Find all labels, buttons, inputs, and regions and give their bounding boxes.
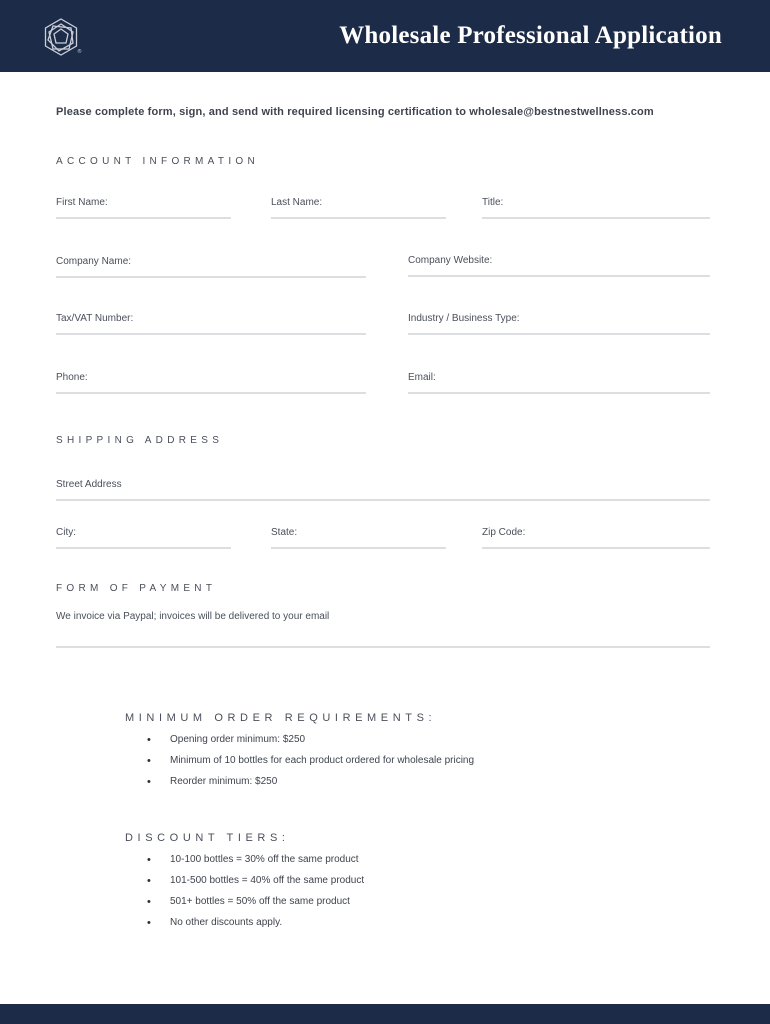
minimum-order-heading: MINIMUM ORDER REQUIREMENTS: [125,712,437,724]
list-item-text: Opening order minimum: $250 [170,734,306,745]
discount-tiers-heading: DISCOUNT TIERS: [125,832,290,844]
first-name-label: First Name: [56,197,108,208]
company-name-field[interactable] [56,256,366,278]
list-item-text: 10-100 bottles = 30% off the same product [170,854,359,865]
minimum-order-list [147,733,474,796]
list-item [147,874,364,895]
phone-label: Phone: [56,372,88,383]
discount-tiers-list [147,853,364,937]
footer-bar [0,1004,770,1024]
email-field[interactable] [408,372,710,394]
city-label: City: [56,527,76,538]
intro-instructions: Please complete form, sign, and send with required licensing certification to wholesale@bestnestwellness.com [56,106,654,118]
svg-text:®: ® [77,49,82,55]
zip-code-label: Zip Code: [482,527,526,538]
bullet-icon: • [147,896,151,908]
list-item [147,916,364,937]
company-website-label: Company Website: [408,255,493,266]
bullet-icon: • [147,776,151,788]
tax-vat-number-label: Tax/VAT Number: [56,313,134,324]
bullet-icon: • [147,755,151,767]
header-bar [0,0,770,72]
street-address-field[interactable] [56,479,710,501]
list-item [147,733,474,754]
industry-business-type-label: Industry / Business Type: [408,313,520,324]
bullet-icon: • [147,917,151,929]
industry-business-type-field[interactable] [408,313,710,335]
last-name-field[interactable] [271,197,446,219]
page-title: Wholesale Professional Application [339,22,722,49]
list-item-text: Reorder minimum: $250 [170,776,278,787]
phone-field[interactable] [56,372,366,394]
list-item [147,853,364,874]
shipping-address-heading: SHIPPING ADDRESS [56,435,224,446]
list-item-text: 501+ bottles = 50% off the same product [170,896,350,907]
payment-note: We invoice via Paypal; invoices will be delivered to your email [56,611,330,622]
last-name-label: Last Name: [271,197,323,208]
list-item [147,895,364,916]
street-address-label: Street Address [56,479,122,490]
hexagon-logo-icon [40,16,82,58]
company-website-field[interactable] [408,255,710,277]
city-field[interactable] [56,527,231,549]
list-item-text: 101-500 bottles = 40% off the same product [170,875,365,886]
company-name-label: Company Name: [56,256,132,267]
tax-vat-number-field[interactable] [56,313,366,335]
list-item [147,775,474,796]
first-name-field[interactable] [56,197,231,219]
list-item-text: No other discounts apply. [170,917,283,928]
state-field[interactable] [271,527,446,549]
state-label: State: [271,527,298,538]
title-label: Title: [482,197,504,208]
bullet-icon: • [147,875,151,887]
bullet-icon: • [147,854,151,866]
account-information-heading: ACCOUNT INFORMATION [56,156,259,167]
form-of-payment-heading: FORM OF PAYMENT [56,583,217,594]
title-field[interactable] [482,197,710,219]
list-item [147,754,474,775]
list-item-text: Minimum of 10 bottles for each product ordered for wholesale pricing [170,755,475,766]
email-label: Email: [408,372,436,383]
payment-input-line[interactable] [56,646,710,648]
bullet-icon: • [147,734,151,746]
zip-code-field[interactable] [482,527,710,549]
